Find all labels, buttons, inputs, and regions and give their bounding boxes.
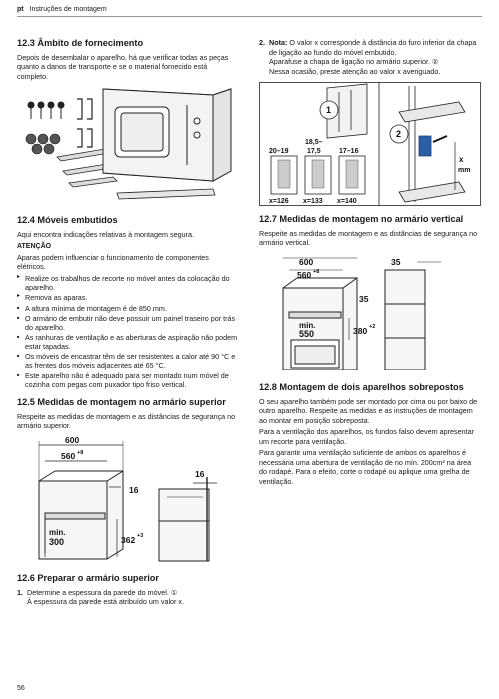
- prepare-step-1: [17, 588, 239, 607]
- dim-height-362-tolerance: +3: [137, 532, 144, 539]
- callout-2: 2: [396, 129, 402, 139]
- range-17-5: 17,5: [307, 148, 321, 155]
- bracket-fitting-diagram: [259, 82, 481, 206]
- label-x: x: [459, 155, 464, 164]
- section-12-7-heading: 12.7 Medidas de montagem no armário vertical: [259, 214, 464, 224]
- range-20-19: 20–19: [269, 148, 289, 155]
- range-17-16: 17–16: [339, 148, 359, 155]
- note-text: O valor x corresponde à distância do furo inferior da chapa de ligação ao fundo do móvel embutido.: [269, 38, 477, 57]
- language-code: pt: [17, 6, 24, 13]
- section-12-6-heading: 12.6 Preparar o armário superior: [17, 572, 159, 583]
- dim-height-362: 362: [121, 534, 136, 545]
- prepare-steps-cont: [259, 38, 481, 76]
- range-18-5: 18,5–: [305, 139, 323, 146]
- dim-depth-35-side: 35: [391, 256, 401, 267]
- warning-title: ATENÇÃO: [17, 242, 52, 250]
- header-divider: [17, 16, 482, 17]
- dim-width-560: 560: [297, 269, 312, 280]
- page-number: 56: [17, 685, 25, 692]
- warning-text: Aparas podem influenciar o funcionamento de componentes elétricos.: [17, 252, 209, 272]
- delivery-scope-figure: [17, 85, 239, 211]
- bracket-fitting-figure: [259, 82, 481, 206]
- dim-width-600: 600: [299, 256, 314, 267]
- callout-1: 1: [326, 105, 332, 115]
- warning-step: ▸ Realize os trabalhos de recorte no móvel antes da colocação do aparelho.: [17, 274, 239, 293]
- section-12-3-body: Depois de desembalar o aparelho, há que verificar todas as peças quanto a danos de transporte e se o material fornecido está completo.: [17, 52, 229, 81]
- section-12-8-p3: Para garantir uma ventilação suficiente de ambos os aparelhos é necessária uma abertura de ventilação de no mín. 200cm² na área do rodapé. Para o efeito, corte o rodapé ou aplique uma grelha de ventilação.: [259, 448, 472, 486]
- header-title: Instruções de montagem: [29, 6, 107, 13]
- section-12-5-heading: 12.5 Medidas de montagem no armário superior: [17, 396, 226, 407]
- step-number: 1.: [17, 587, 23, 597]
- installation-notes: [17, 304, 239, 390]
- note-item: ■ Os móveis de encastrar têm de ser resistentes a calor até 90 °C e as frentes dos móveis adjacentes até 65 °C.: [17, 352, 239, 371]
- dim-width-560: 560: [61, 450, 76, 461]
- dim-width-560-tolerance: +8: [77, 449, 84, 456]
- tall-cabinet-diagram: [259, 254, 481, 370]
- dim-height-300: 300: [49, 536, 65, 547]
- upper-cabinet-dimensions-figure: [17, 437, 239, 565]
- dim-depth-16-side: 16: [195, 468, 205, 479]
- note-item: ■ A altura mínima de montagem é de 850 mm.: [17, 304, 239, 314]
- section-12-7-body: Respeite as medidas de montagem e as distâncias de segurança no armário vertical.: [259, 228, 478, 248]
- dim-depth-35: 35: [359, 293, 369, 304]
- prepare-steps: [17, 588, 239, 607]
- dim-height-550: 550: [299, 328, 315, 339]
- section-12-8-p2: Para a ventilação dos aparelhos, os fundos falso devem apresentar um recorte para ventilação.: [259, 427, 474, 446]
- step-text-sub: Nessa ocasião, preste atenção ao valor x averiguado.: [269, 66, 441, 76]
- page-header: [17, 5, 107, 14]
- warning-steps: [17, 274, 239, 303]
- dim-min-label: min.: [299, 320, 316, 330]
- section-12-8-p1: O seu aparelho também pode ser montado por cima ou por baixo de outro aparelho. Respeite as medidas e as instruções de montagem ao montar em posição sobreposta.: [259, 396, 478, 425]
- dim-width-560-tolerance: +8: [313, 268, 320, 275]
- dim-height-380: 380: [353, 325, 368, 336]
- value-x-133: x=133: [303, 198, 323, 205]
- section-12-5-body: Respeite as medidas de montagem e as distâncias de segurança no armário superior.: [17, 411, 236, 431]
- left-column: [17, 38, 239, 607]
- section-12-8-heading: 12.8 Montagem de dois aparelhos sobrepostos: [259, 381, 464, 392]
- prepare-step-2: [259, 38, 481, 76]
- dim-width-600: 600: [65, 436, 80, 445]
- section-12-4-heading: 12.4 Móveis embutidos: [17, 215, 118, 226]
- note-item: ■ Este aparelho não é adequado para ser montado num móvel de cozinha com pegas com puxador tipo friso vertical.: [17, 371, 239, 390]
- section-12-4-intro: Aqui encontra indicações relativas à montagem segura.: [17, 230, 194, 240]
- step-text: Determine a espessura da parede do móvel. ①: [27, 587, 178, 597]
- label-mm: mm: [458, 167, 471, 174]
- value-x-126: x=126: [269, 198, 289, 205]
- delivery-scope-illustration: [17, 85, 239, 211]
- note-item: ■ O armário de embutir não deve possuir um painel traseiro por trás do aparelho.: [17, 314, 239, 333]
- dim-depth-16: 16: [129, 484, 139, 495]
- dim-min-label: min.: [49, 527, 66, 537]
- value-x-140: x=140: [337, 198, 357, 205]
- step-text: Aparafuse a chapa de ligação no armário superior. ②: [269, 57, 439, 66]
- note-item: ■ As ranhuras de ventilação e as aberturas de aspiração não podem estar tapadas.: [17, 333, 239, 352]
- note-label: Nota:: [269, 38, 288, 47]
- dim-height-380-tolerance: +2: [369, 323, 376, 330]
- right-column: [259, 38, 481, 488]
- section-12-3-heading: 12.3 Âmbito de fornecimento: [17, 38, 144, 48]
- upper-cabinet-diagram: [17, 437, 239, 565]
- step-text-sub: À espessura da parede está atribuído um valor x.: [27, 597, 185, 607]
- tall-cabinet-dimensions-figure: [259, 254, 481, 370]
- step-number: 2.: [259, 38, 265, 47]
- warning-step: ▸ Remova as aparas.: [17, 293, 239, 303]
